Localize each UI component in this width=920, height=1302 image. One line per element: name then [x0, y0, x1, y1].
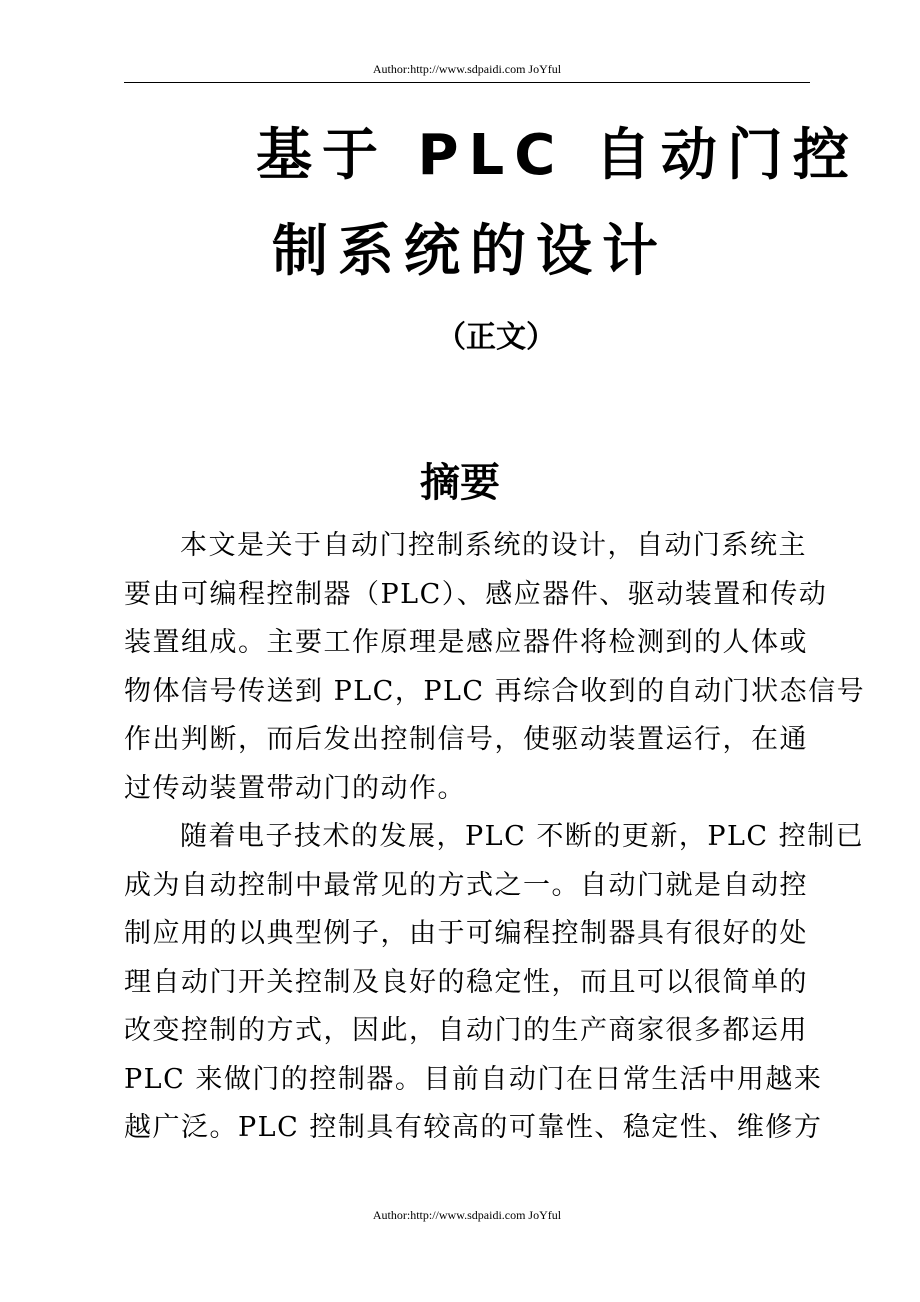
abstract-line: 物体信号传送到 PLC，PLC 再综合收到的自动门状态信号 [124, 675, 866, 707]
abstract-line: 改变控制的方式，因此，自动门的生产商家很多都运用 [124, 1015, 808, 1046]
abstract-line: 要由可编程控制器（PLC）、感应器件、驱动装置和传动 [124, 578, 828, 610]
abstract-line: 作出判断，而后发出控制信号，使驱动装置运行，在通 [124, 724, 808, 755]
abstract-body [124, 522, 866, 1153]
document-title-line-1: 基于 PLC 自动门控 [256, 123, 859, 188]
abstract-line: PLC 来做门的控制器。目前自动门在日常生活中用越来 [124, 1063, 823, 1095]
header-divider [124, 82, 810, 83]
abstract-line: 装置组成。主要工作原理是感应器件将检测到的人体或 [124, 627, 808, 658]
document-title-line-2: 制系统的设计 [272, 219, 668, 284]
document-subtitle: （正文） [436, 320, 556, 355]
abstract-heading: 摘要 [420, 459, 500, 506]
abstract-line: 越广泛。PLC 控制具有较高的可靠性、稳定性、维修方 [124, 1112, 823, 1143]
abstract-line: 理自动门开关控制及良好的稳定性，而且可以很简单的 [124, 966, 808, 998]
abstract-line: 制应用的以典型例子，由于可编程控制器具有很好的处 [124, 918, 808, 949]
abstract-line: 本文是关于自动门控制系统的设计，自动门系统主 [180, 530, 807, 561]
abstract-line: 随着电子技术的发展，PLC 不断的更新，PLC 控制已 [180, 821, 865, 852]
abstract-line: 成为自动控制中最常见的方式之一。自动门就是自动控 [124, 869, 808, 901]
page-header: Author:http://www.sdpaidi.com JoYful [372, 62, 562, 76]
page-footer: Author:http://www.sdpaidi.com JoYful [372, 1208, 562, 1222]
abstract-line: 过传动装置带动门的动作。 [124, 772, 466, 804]
